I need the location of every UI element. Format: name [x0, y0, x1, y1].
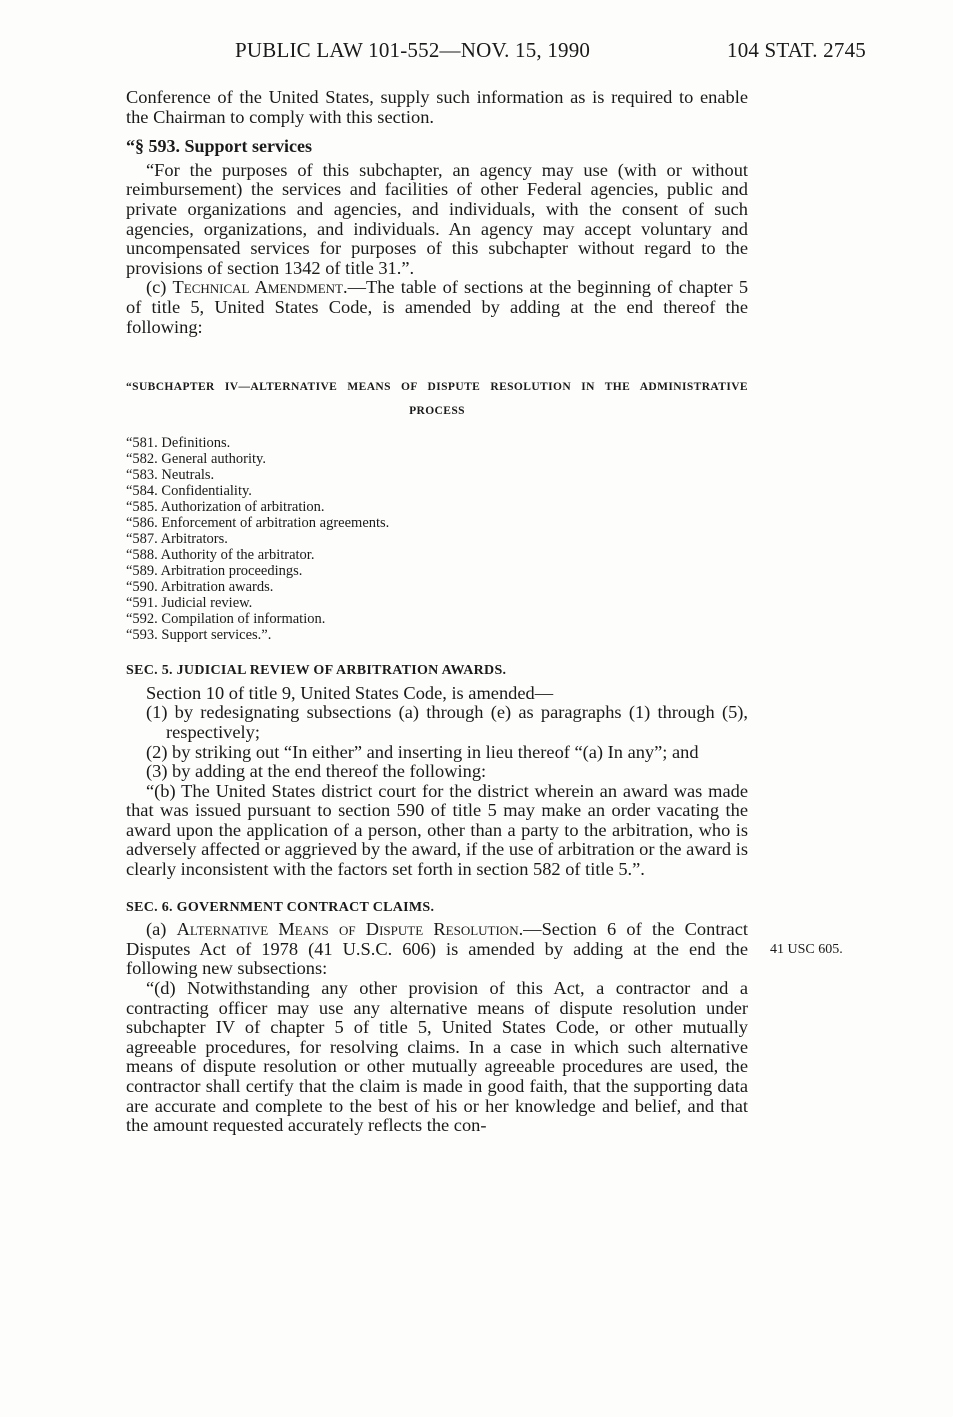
technical-amendment-label: (c) [146, 277, 173, 298]
technical-amendment-caption: Technical Amendment [172, 277, 344, 298]
subchapter-heading: “SUBCHAPTER IV—ALTERNATIVE MEANS OF DISPUTE RESOLUTION IN THE ADMINISTRATIVE PROCESS [126, 381, 748, 418]
technical-amendment-text: .—The table of sections at the beginning of chapter 5 of title 5, United States Code, is amended by adding at the end thereof the following: [126, 277, 749, 337]
statute-citation: 104 STAT. 2745 [727, 38, 866, 62]
subsection-a-text: .—Section 6 of the Contract Disputes Act of 1978 (41 U.S.C. 606) is amended by adding at the end the following new subsections: [126, 919, 748, 979]
toc-entry: “585. Authorization of arbitration. [126, 499, 325, 516]
toc-entry: “586. Enforcement of arbitration agreements. [126, 515, 390, 532]
section-6-title: SEC. 6. GOVERNMENT CONTRACT CLAIMS. [126, 899, 435, 915]
toc-entry: “581. Definitions. [126, 435, 231, 452]
section-5-item: (2) by striking out “In either” and inserting in lieu thereof “(a) In any”; and [146, 741, 699, 762]
intro-paragraph: Conference of the United States, supply such information as is required to enable the Chairman to comply with this section. [126, 87, 748, 127]
subsection-a-caption: Alternative Means of Dispute Resolution [176, 919, 519, 940]
section-6-subsection-d: “(d) Notwithstanding any other provision of this Act, a contractor and a contracting officer may use any alternative means of dispute resolution under subchapter IV of chapter 5 of title 5, United States Code, or other mutually agreeable procedures, for resolving claims. In a case in which such alternative means of dispute resolution or other mutually agreeable procedures are used, the contractor shall certify that the claim is made in good faith, that the supporting data are accurate and complete to the best of his or her knowledge and belief, and that the amount requested accurately reflects the con- [126, 978, 748, 1136]
toc-entry: “582. General authority. [126, 451, 266, 468]
body-text [126, 88, 748, 1136]
section-5-title: SEC. 5. JUDICIAL REVIEW OF ARBITRATION AWARDS. [126, 663, 507, 679]
section-593-text: “For the purposes of this subchapter, an agency may use (with or without reimbursement) the services and facilities of other Federal agencies, public and private organizations and agencies, and individuals, with the consent of such agencies, organizations, and individuals. An agency may accept voluntary and uncompensated services for purposes of this subchapter without regard to the provisions of section 1342 of title 31.”. [126, 159, 748, 278]
subsection-a-label: (a) [146, 919, 177, 940]
toc-entry: “589. Arbitration proceedings. [126, 563, 303, 580]
section-5-item: (1) by redesignating subsections (a) through (e) as paragraphs (1) through (5), respectively; [146, 702, 748, 742]
toc-entry: “583. Neutrals. [126, 467, 215, 484]
toc-entry: “590. Arbitration awards. [126, 579, 274, 596]
toc-entry: “592. Compilation of information. [126, 611, 326, 628]
toc-entry: “587. Arbitrators. [126, 531, 228, 548]
toc-entry: “584. Confidentiality. [126, 483, 252, 500]
table-of-sections [126, 435, 748, 643]
section-5-quoted-subsection: “(b) The United States district court for the district wherein an award was made that was issued pursuant to section 590 of title 5 may make an order vacating the award upon the application of a person, other than a party to the arbitration, who is adversely affected or aggrieved by the award, if the use of arbitration or the award is clearly inconsistent with the factors set forth in section 582 of title 5.”. [126, 780, 748, 880]
section-593-heading: “§ 593. Support services [126, 136, 312, 157]
section-5-item: (3) by adding at the end thereof the following: [146, 761, 487, 782]
technical-amendment-paragraph [126, 278, 748, 337]
section-5-intro: Section 10 of title 9, United States Code, is amended— [146, 682, 554, 703]
running-head [0, 38, 953, 68]
toc-entry: “593. Support services.”. [126, 627, 272, 644]
toc-entry: “588. Authority of the arbitrator. [126, 547, 315, 564]
running-title: PUBLIC LAW 101-552—NOV. 15, 1990 [235, 38, 591, 62]
margin-note-usc: 41 USC 605. [770, 942, 843, 957]
toc-entry: “591. Judicial review. [126, 595, 253, 612]
section-6-subsection-a [126, 920, 748, 979]
